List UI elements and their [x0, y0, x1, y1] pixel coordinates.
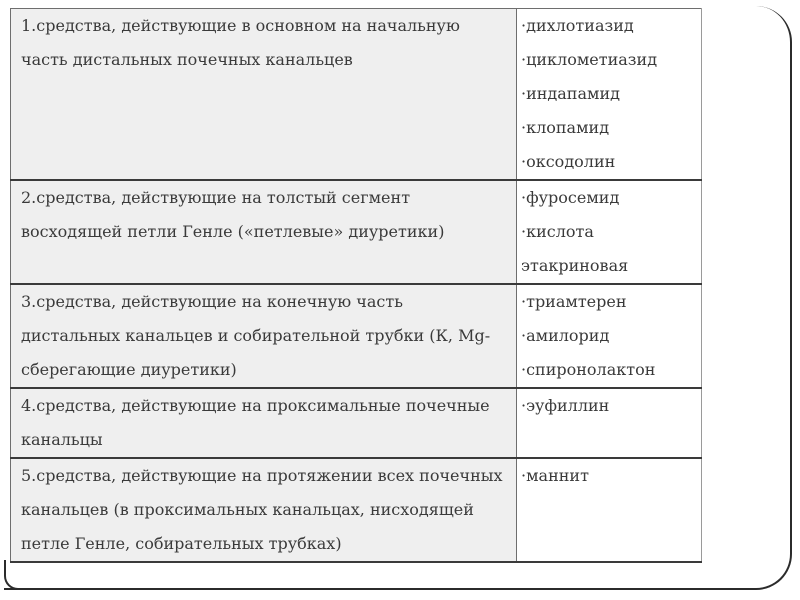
drugs-cell	[517, 180, 702, 284]
category-cell: 5.средства, действующие на протяжении всех почечных канальцев (в проксимальных канальцах, нисходящей петле Генле, собирательных трубках)	[11, 458, 517, 562]
drug-item: ·маннит	[521, 466, 589, 485]
drug-item: ·кислота	[521, 222, 594, 241]
drug-item: ·триамтерен	[521, 292, 627, 311]
drug-item: ·амилорид	[521, 326, 610, 345]
drugs-cell	[517, 458, 702, 562]
drug-item: ·клопамид	[521, 118, 610, 137]
drugs-cell	[517, 9, 702, 181]
drug-item: ·оксодолин	[521, 152, 616, 171]
table-row	[11, 284, 702, 388]
drugs-cell	[517, 388, 702, 458]
table-row	[11, 458, 702, 562]
table-row	[11, 9, 702, 181]
drug-item: этакриновая	[521, 256, 629, 275]
category-cell: 2.средства, действующие на толстый сегмент восходящей петли Генле («петлевые» диуретики)	[11, 180, 517, 284]
category-cell: 3.средства, действующие на конечную часть дистальных канальцев и собирательной трубки (К, Mg-сберегающие диуретики)	[11, 284, 517, 388]
drug-item: ·эуфиллин	[521, 396, 610, 415]
drug-item: ·циклометиазид	[521, 50, 658, 69]
table-row	[11, 388, 702, 458]
table-row	[11, 180, 702, 284]
drug-item: ·индапамид	[521, 84, 620, 103]
category-cell: 4.средства, действующие на проксимальные почечные канальцы	[11, 388, 517, 458]
category-cell: 1.средства, действующие в основном на начальную часть дистальных почечных канальцев	[11, 9, 517, 181]
drug-item: ·спиронолактон	[521, 360, 656, 379]
drugs-cell	[517, 284, 702, 388]
drug-item: ·фуросемид	[521, 188, 620, 207]
drug-item: ·дихлотиазид	[521, 16, 634, 35]
diuretics-table	[10, 8, 702, 563]
